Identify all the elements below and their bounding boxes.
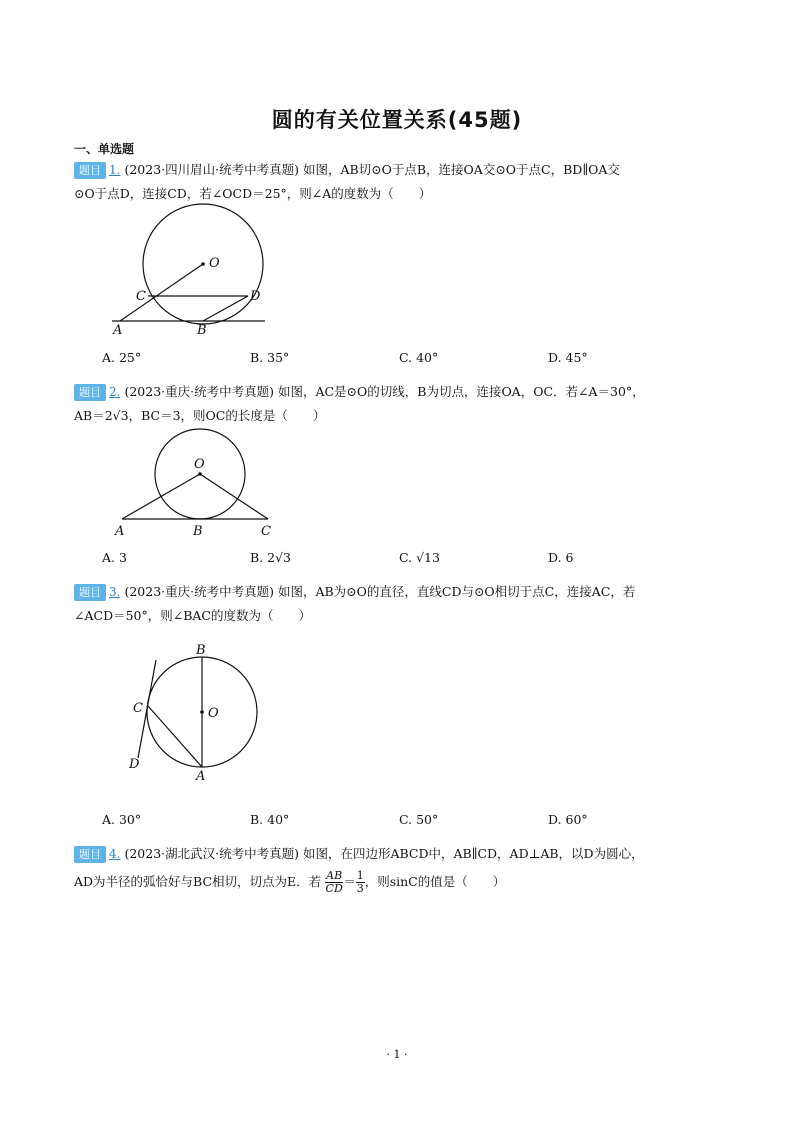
option-b[interactable]: B. 2√3 — [250, 550, 292, 565]
fraction-ab-cd — [325, 870, 343, 895]
label-b: B — [193, 524, 203, 539]
label-a: A — [115, 524, 125, 539]
fraction-numerator: AB — [326, 869, 343, 882]
segment-oa — [122, 474, 200, 519]
label-a: A — [196, 769, 206, 784]
label-c: C — [261, 524, 271, 539]
option-c[interactable]: C. √13 — [399, 550, 440, 565]
question-4-text-2a: AD为半径的弧恰好与BC相切，切点为E．若 — [74, 874, 322, 889]
question-number[interactable]: 3. — [109, 585, 121, 599]
label-d: D — [250, 289, 261, 304]
fraction-denominator: CD — [325, 882, 343, 895]
center-point — [198, 472, 202, 476]
option-c[interactable]: C. 40° — [399, 350, 439, 365]
question-number[interactable]: 1. — [109, 163, 121, 177]
question-3-line-1 — [74, 580, 724, 604]
question-4-line-1 — [74, 842, 724, 866]
question-number[interactable]: 4. — [109, 847, 121, 861]
option-b[interactable]: B. 40° — [250, 812, 290, 827]
question-1-text-1: (2023·四川眉山·统考中考真题) 如图，AB切⊙O于点B，连接OA交⊙O于点C，BD∥OA交 — [124, 162, 620, 177]
question-3 — [74, 580, 724, 627]
question-2 — [74, 380, 724, 427]
figure-2 — [110, 428, 280, 543]
label-o: O — [194, 457, 205, 472]
label-b: B — [196, 643, 206, 658]
option-a[interactable]: A. 25° — [102, 350, 142, 365]
question-4 — [74, 842, 724, 895]
question-4-line-2 — [74, 870, 724, 895]
figure-1 — [110, 212, 280, 342]
center-point — [200, 710, 204, 714]
question-4-text-2b: ，则sinC的值是（ ） — [364, 874, 506, 889]
question-1-line-2: ⊙O于点D，连接CD，若∠OCD＝25°，则∠A的度数为（ ） — [74, 186, 432, 201]
question-number[interactable]: 2. — [109, 385, 121, 399]
segment-ac — [148, 706, 202, 767]
label-c: C — [133, 701, 143, 716]
question-3-line-2: ∠ACD＝50°，则∠BAC的度数为（ ） — [74, 608, 311, 623]
question-1-line-1 — [74, 158, 724, 182]
label-b: B — [197, 323, 207, 338]
center-point — [201, 262, 205, 266]
label-o: O — [208, 706, 219, 721]
question-badge: 题目 — [74, 384, 106, 401]
question-badge: 题目 — [74, 846, 106, 863]
option-a[interactable]: A. 3 — [102, 550, 127, 565]
label-o: O — [209, 256, 220, 271]
question-4-text-1: (2023·湖北武汉·统考中考真题) 如图，在四边形ABCD中，AB∥CD，AD⊥AB，以D为圆心， — [124, 846, 644, 861]
option-a[interactable]: A. 30° — [102, 812, 142, 827]
fraction-denominator: 3 — [356, 882, 364, 895]
option-d[interactable]: D. 6 — [548, 550, 574, 565]
page-number: · 1 · — [386, 1048, 408, 1061]
question-3-text-1: (2023·重庆·统考中考真题) 如图，AB为⊙O的直径，直线CD与⊙O相切于点C，连接AC，若 — [124, 584, 636, 599]
segment-oa — [120, 264, 203, 321]
question-badge: 题目 — [74, 584, 106, 601]
option-d[interactable]: D. 45° — [548, 350, 588, 365]
section-heading: 一、单选题 — [74, 142, 135, 156]
fraction-numerator: 1 — [356, 869, 364, 882]
label-d: D — [129, 757, 140, 772]
segment-bd — [203, 296, 248, 321]
label-a: A — [113, 323, 123, 338]
label-c: C — [136, 289, 146, 304]
question-2-text-1: (2023·重庆·统考中考真题) 如图，AC是⊙O的切线，B为切点，连接OA，OC．若∠A＝30°， — [124, 384, 645, 399]
option-b[interactable]: B. 35° — [250, 350, 290, 365]
question-2-line-1 — [74, 380, 724, 404]
question-2-line-2: AB＝2√3，BC＝3，则OC的长度是（ ） — [74, 408, 326, 423]
segment-oc — [200, 474, 268, 519]
question-1 — [74, 158, 724, 205]
equals-sign: ＝ — [343, 874, 356, 889]
fraction-one-third — [356, 870, 365, 895]
option-c[interactable]: C. 50° — [399, 812, 439, 827]
page-title: 圆的有关位置关系(45题) — [271, 108, 523, 132]
option-d[interactable]: D. 60° — [548, 812, 588, 827]
question-badge: 题目 — [74, 162, 106, 179]
figure-3 — [120, 640, 270, 790]
